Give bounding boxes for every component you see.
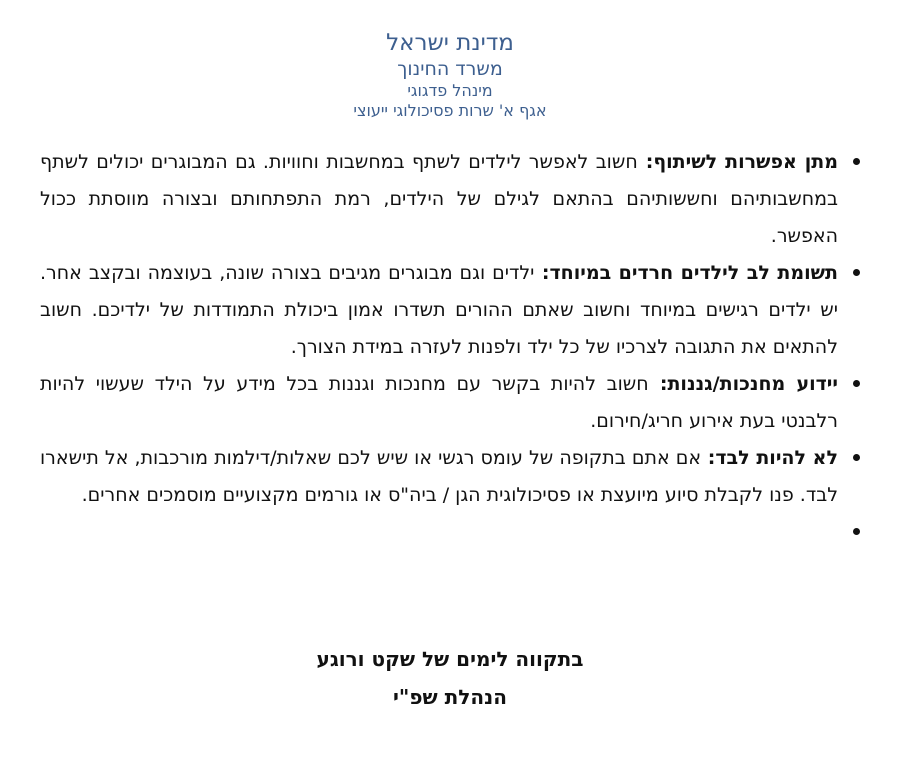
list-item [40,366,838,440]
department-name: אגף א' שרות פסיכולוגי ייעוצי [353,101,547,120]
item-text: ילדים וגם מבוגרים מגיבים בצורה שונה, בעוצמה ובקצב אחר. יש ילדים רגישים במיוחד וחשוב שאתם ההורים תשדרו אמון ביכולת התמודדות של ילדיכם. חשוב להתאים את התגובה לצרכיו של כל ילד ולפנות לעזרה במידת הצורך. [40,262,838,358]
list-item [40,144,838,255]
closing-wish: בתקווה לימים של שקט ורוגע [316,647,584,671]
signature: הנהלת שפ"י [393,685,507,709]
item-title: לא להיות לבד: [701,447,838,469]
administration-name: מינהל פדגוגי [407,81,493,100]
item-text: חשוב לאפשר לילדים לשתף במחשבות וחוויות. גם המבוגרים יכולים לשתף במחשבותיהם וחששותיהם בהתאם לגילם של הילדים, רמת התפתחותם ובצורה מווסתת ככול האפשר. [40,151,838,247]
state-name: מדינת ישראל [386,30,514,56]
closing [0,640,900,716]
empty-list-item [40,514,838,551]
bullet-icon [853,454,860,461]
bullet-icon [853,158,860,165]
item-text: אם אתם בתקופה של עומס רגשי או שיש לכם שאלות/דילמות מורכבות, אל תישארו לבד. פנו לקבלת סיוע מיועצת או פסיכולוגית הגן / ביה"ס או גורמים מקצועיים מוסמכים אחרים. [40,447,838,506]
ministry-name: משרד החינוך [397,58,503,80]
bullet-icon [853,269,860,276]
item-title: מתן אפשרות לשיתוף: [637,151,838,173]
guidance-list [40,144,860,551]
item-title: תשומת לב לילדים חרדים במיוחד: [534,262,838,284]
bullet-icon [853,380,860,387]
item-text: חשוב להיות בקשר עם מחנכות וגננות בכל מידע על הילד שעשוי להיות רלבנטי בעת אירוע חריג/חירום. [40,373,838,432]
bullet-icon [853,528,860,535]
list-item [40,255,838,366]
letterhead [0,30,900,121]
list-item [40,440,838,514]
item-title: יידוע מחנכות/גננות: [648,373,838,395]
